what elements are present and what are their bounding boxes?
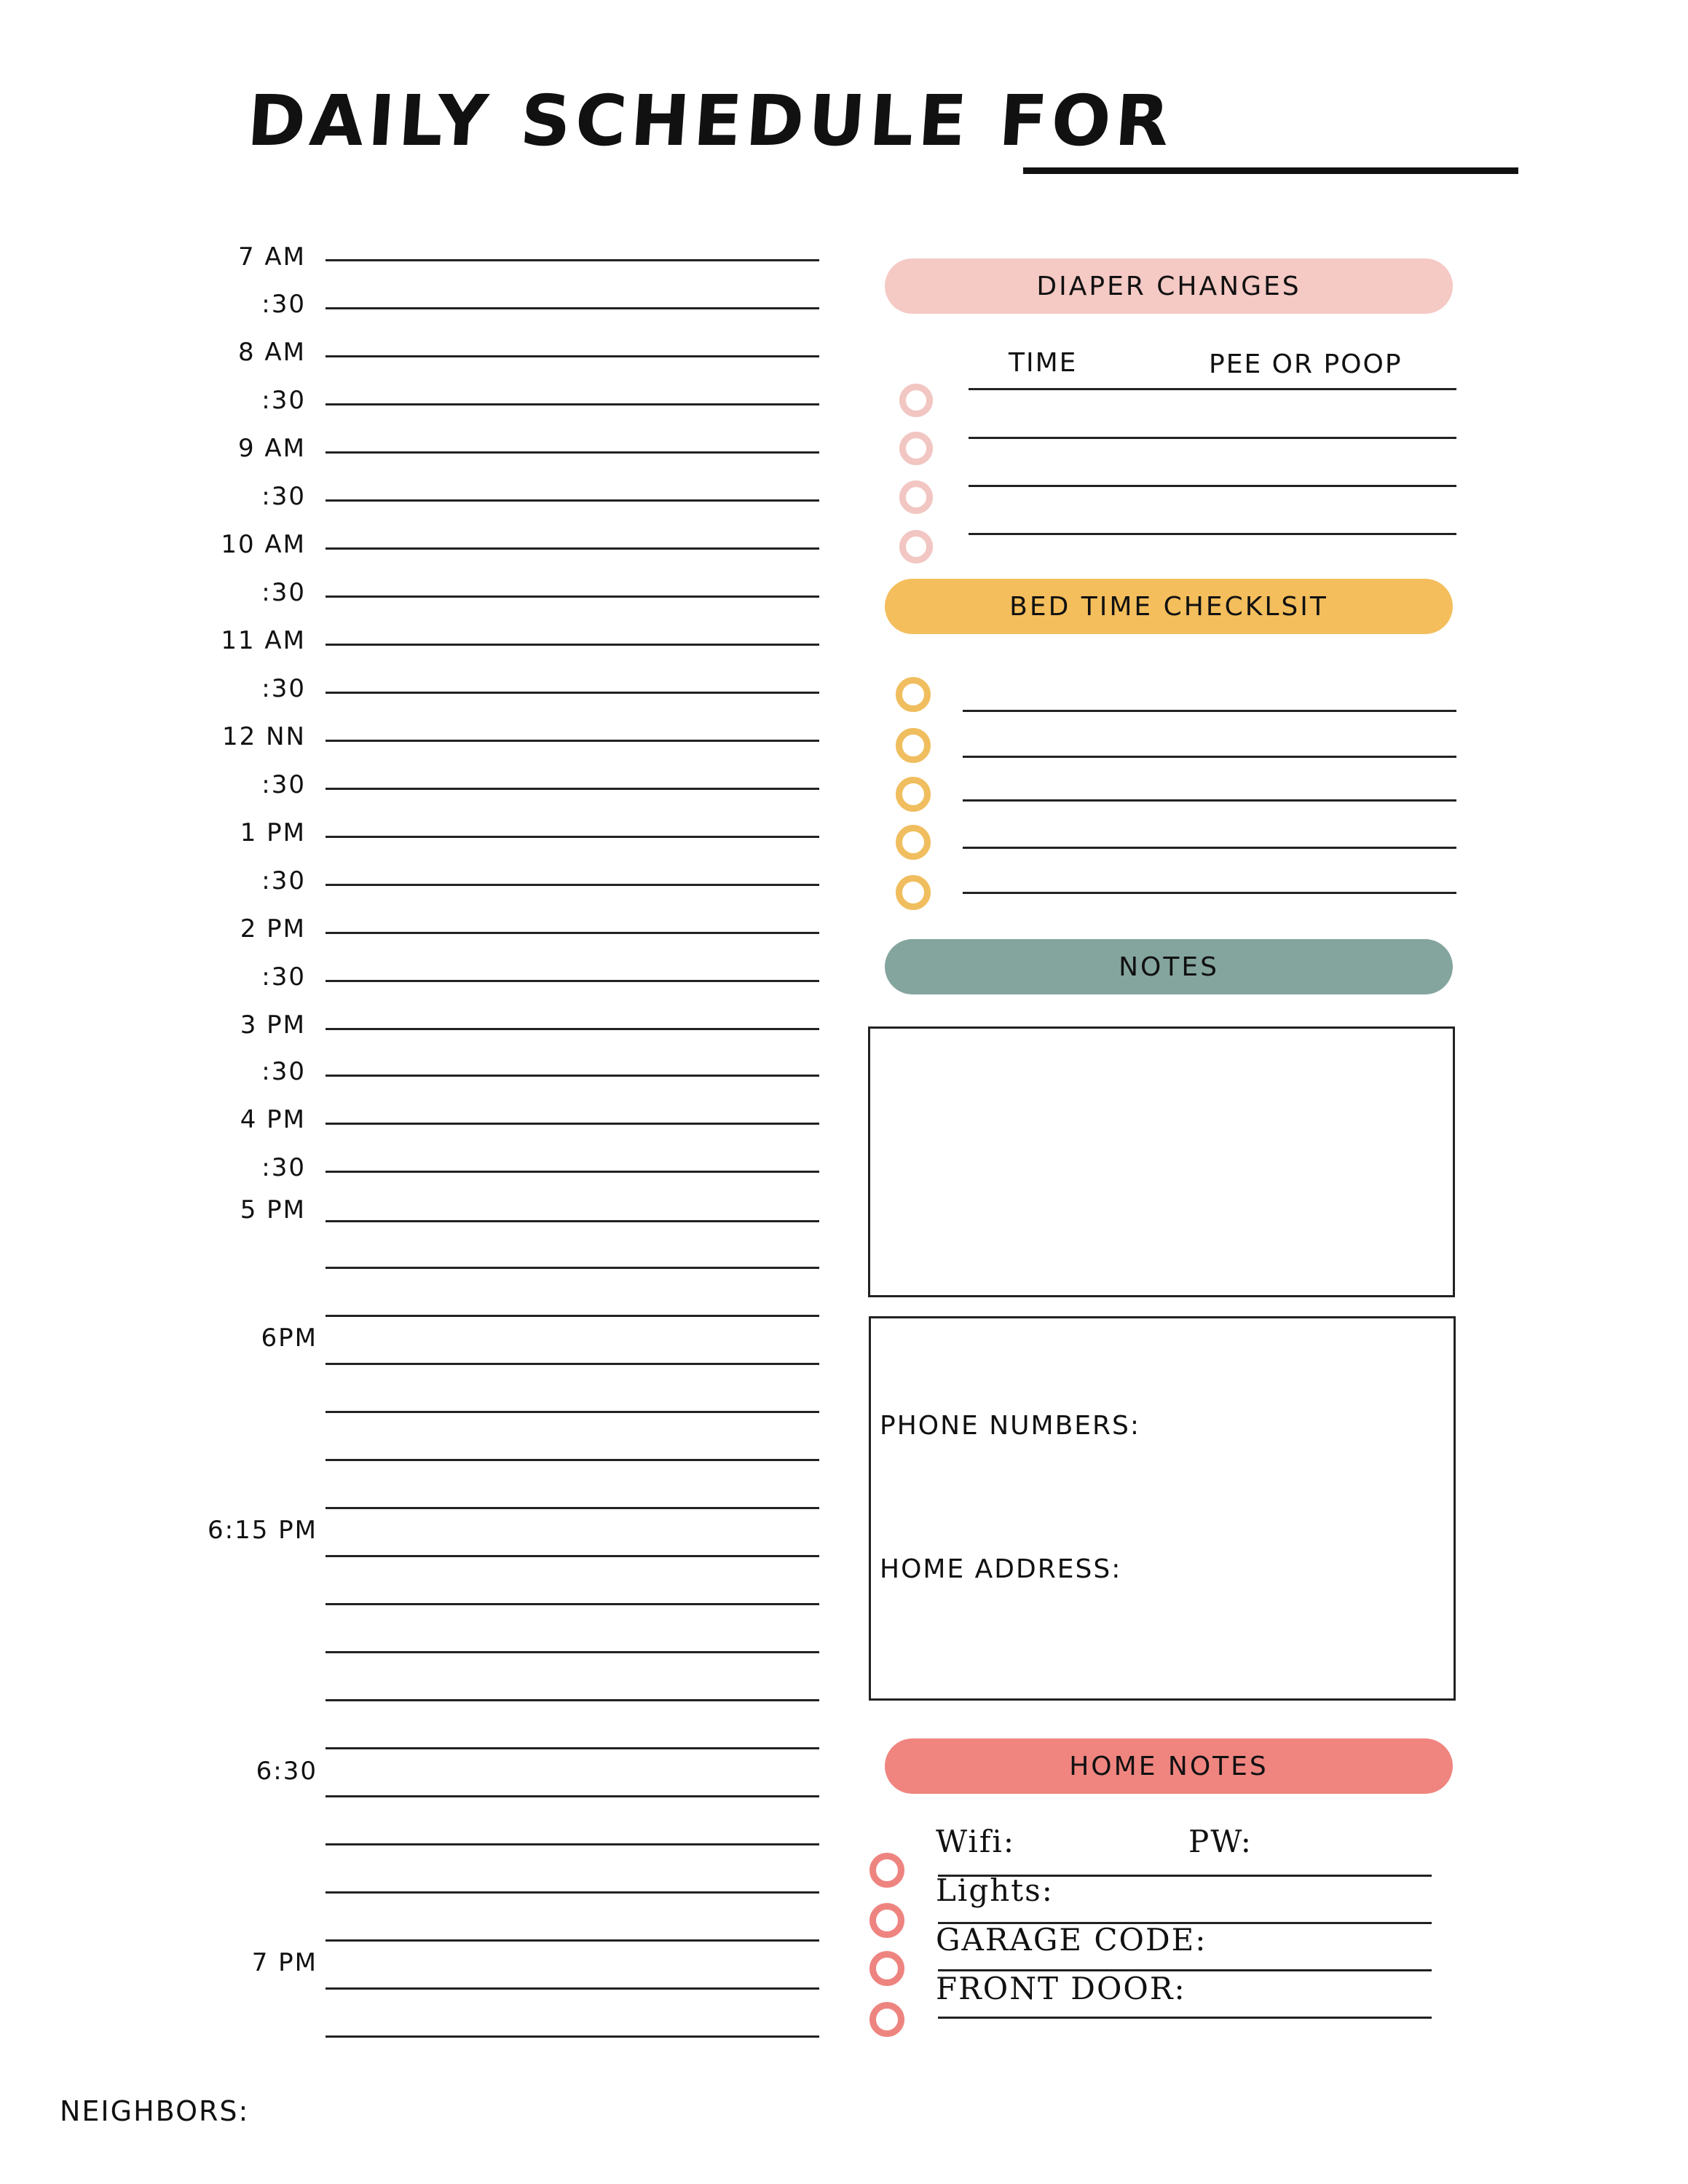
checkbox-icon[interactable]	[899, 432, 933, 465]
schedule-line[interactable]	[326, 1603, 819, 1605]
phone-numbers-label: PHONE NUMBERS:	[880, 1411, 1141, 1441]
schedule-line[interactable]	[326, 355, 819, 357]
schedule-line[interactable]	[326, 740, 819, 742]
checkbox-icon[interactable]	[869, 2002, 904, 2037]
time-slot-label: :30	[261, 1153, 306, 1182]
schedule-line[interactable]	[326, 1699, 819, 1701]
time-slot-label: 11 AM	[221, 626, 306, 655]
schedule-line[interactable]	[326, 1459, 819, 1461]
schedule-line[interactable]	[326, 1267, 819, 1269]
notes-title: NOTES	[1119, 951, 1219, 982]
home-note-line[interactable]	[938, 2017, 1432, 2019]
schedule-line[interactable]	[326, 403, 819, 405]
time-slot-label: :30	[261, 1057, 306, 1086]
schedule-line[interactable]	[326, 1891, 819, 1894]
neighbors-label: NEIGHBORS:	[60, 2095, 250, 2127]
schedule-line[interactable]	[326, 259, 819, 261]
time-slot-label: 1 PM	[240, 818, 306, 847]
schedule-line[interactable]	[326, 1987, 819, 1990]
time-slot-label: 8 AM	[237, 338, 306, 367]
schedule-line[interactable]	[326, 1843, 819, 1845]
schedule-line[interactable]	[326, 499, 819, 502]
bedtime-checklist-header	[885, 579, 1453, 634]
diaper-changes-title: DIAPER CHANGES	[1036, 271, 1301, 301]
time-slot-label: 10 AM	[221, 530, 306, 559]
checkbox-icon[interactable]	[899, 530, 933, 563]
diaper-header-line	[969, 388, 1456, 390]
wifi-password-label: PW:	[1188, 1824, 1253, 1859]
checkbox-icon[interactable]	[869, 1951, 904, 1986]
schedule-line[interactable]	[326, 1747, 819, 1749]
time-slot-label: :30	[261, 866, 306, 895]
time-slot-label: 7 PM	[251, 1948, 318, 1977]
notes-box[interactable]	[868, 1026, 1455, 1297]
schedule-line[interactable]	[326, 1411, 819, 1413]
bedtime-checklist-title: BED TIME CHECKLSIT	[1009, 591, 1328, 622]
schedule-line[interactable]	[326, 1315, 819, 1317]
schedule-line[interactable]	[326, 1171, 819, 1173]
checklist-line[interactable]	[963, 892, 1456, 894]
schedule-line[interactable]	[326, 1028, 819, 1030]
schedule-line[interactable]	[326, 596, 819, 598]
schedule-line[interactable]	[326, 788, 819, 790]
lights-label: Lights:	[936, 1872, 1054, 1908]
checklist-line[interactable]	[963, 847, 1456, 849]
time-slot-label: :30	[261, 386, 306, 415]
schedule-line[interactable]	[326, 692, 819, 694]
schedule-line[interactable]	[326, 932, 819, 934]
home-notes-header	[885, 1738, 1453, 1794]
time-slot-label: 2 PM	[240, 914, 306, 943]
time-slot-label: :30	[261, 290, 306, 319]
wifi-label: Wifi:	[936, 1824, 1015, 1859]
time-slot-label: :30	[261, 482, 306, 511]
time-slot-label: 6:15 PM	[208, 1516, 318, 1545]
garage-code-label: GARAGE CODE:	[936, 1922, 1207, 1958]
schedule-line[interactable]	[326, 1795, 819, 1797]
time-slot-label: :30	[261, 674, 306, 703]
time-slot-label: 7 AM	[237, 242, 306, 272]
home-notes-title: HOME NOTES	[1069, 1751, 1269, 1781]
time-slot-label: 5 PM	[240, 1195, 306, 1224]
checklist-line[interactable]	[963, 799, 1456, 802]
schedule-line[interactable]	[326, 1507, 819, 1509]
diaper-time-header: TIME	[1009, 348, 1078, 378]
time-slot-label: 9 AM	[237, 434, 306, 463]
checkbox-icon[interactable]	[896, 728, 931, 763]
time-slot-label: 6PM	[261, 1324, 318, 1353]
checkbox-icon[interactable]	[869, 1853, 904, 1888]
time-slot-label: 6:30	[256, 1757, 318, 1786]
time-slot-label: 3 PM	[240, 1010, 306, 1040]
schedule-line[interactable]	[326, 1363, 819, 1365]
schedule-line[interactable]	[326, 1220, 819, 1222]
checkbox-icon[interactable]	[899, 384, 933, 417]
schedule-line[interactable]	[326, 451, 819, 454]
schedule-line[interactable]	[326, 980, 819, 982]
diaper-entry-line[interactable]	[969, 437, 1456, 439]
schedule-line[interactable]	[326, 884, 819, 886]
diaper-entry-line[interactable]	[969, 485, 1456, 487]
schedule-line[interactable]	[326, 2035, 819, 2038]
checkbox-icon[interactable]	[896, 825, 931, 860]
schedule-line[interactable]	[326, 1075, 819, 1077]
checklist-line[interactable]	[963, 710, 1456, 712]
notes-header	[885, 939, 1453, 994]
time-slot-label: :30	[261, 962, 306, 992]
schedule-line[interactable]	[326, 1123, 819, 1125]
diaper-type-header: PEE OR POOP	[1209, 349, 1403, 379]
checkbox-icon[interactable]	[896, 875, 931, 910]
contact-info-box[interactable]	[869, 1316, 1456, 1701]
checkbox-icon[interactable]	[896, 677, 931, 712]
checkbox-icon[interactable]	[896, 777, 931, 812]
checkbox-icon[interactable]	[899, 480, 933, 514]
time-slot-label: 4 PM	[240, 1105, 306, 1134]
schedule-line[interactable]	[326, 1555, 819, 1557]
schedule-line[interactable]	[326, 1939, 819, 1942]
schedule-line[interactable]	[326, 547, 819, 550]
checklist-line[interactable]	[963, 756, 1456, 758]
time-slot-label: :30	[261, 770, 306, 799]
schedule-line[interactable]	[326, 307, 819, 309]
time-slot-label: :30	[261, 578, 306, 607]
home-address-label: HOME ADDRESS:	[880, 1554, 1122, 1584]
schedule-line[interactable]	[326, 644, 819, 646]
checkbox-icon[interactable]	[869, 1903, 904, 1938]
page-title: DAILY SCHEDULE FOR	[245, 80, 1177, 162]
front-door-label: FRONT DOOR:	[936, 1971, 1186, 2006]
time-slot-label: 12 NN	[222, 722, 306, 751]
title-name-line[interactable]	[1023, 167, 1518, 174]
schedule-line[interactable]	[326, 836, 819, 838]
schedule-line[interactable]	[326, 1651, 819, 1653]
diaper-changes-header	[885, 258, 1453, 314]
diaper-entry-line[interactable]	[969, 533, 1456, 535]
